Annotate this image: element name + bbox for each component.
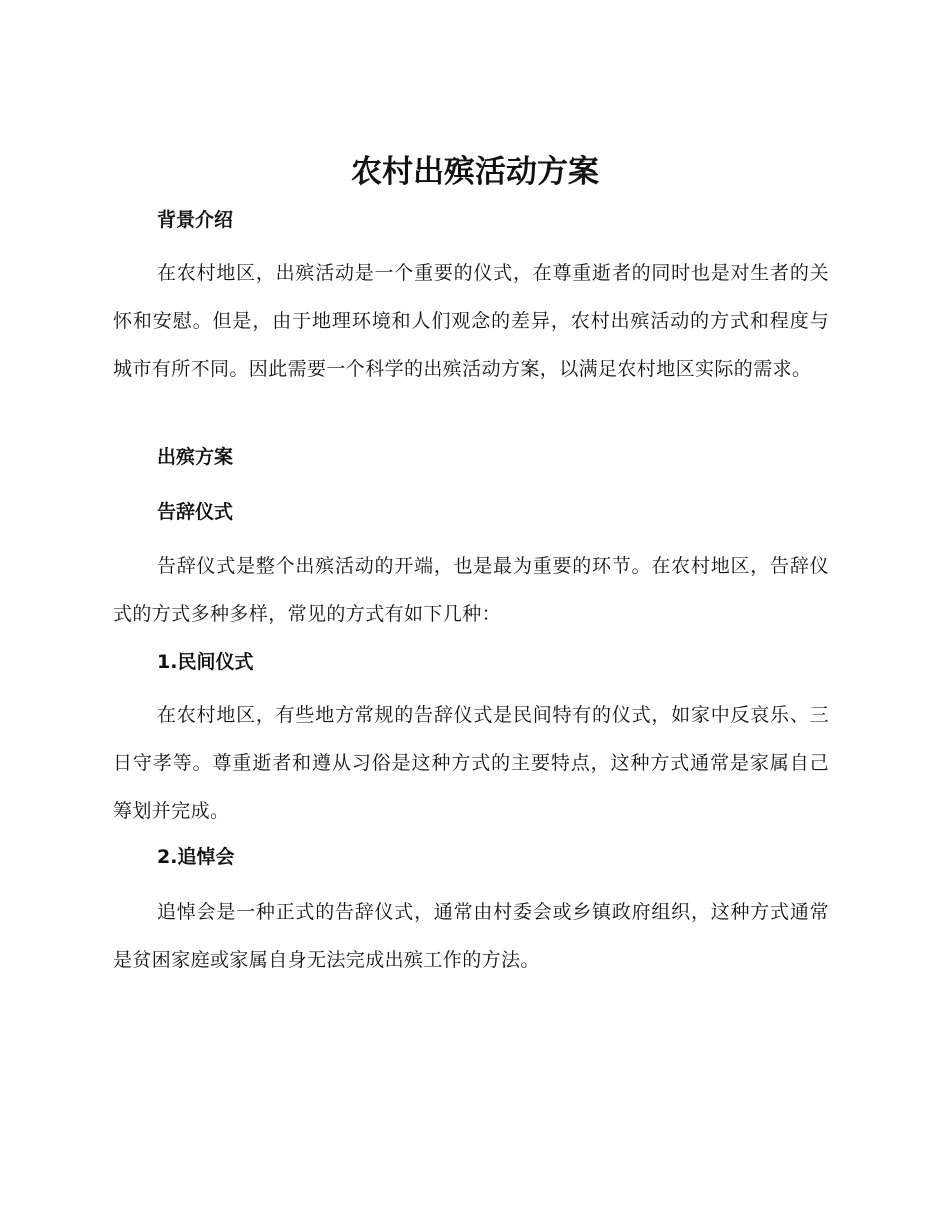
paragraph-memorial-service: 追悼会是一种正式的告辞仪式，通常由村委会或乡镇政府组织，这种方式通常是贫困家庭或家属自身无法完成出殡工作的方法。: [113, 901, 829, 971]
document-title: 农村出殡活动方案: [351, 154, 599, 190]
section-heading-funeral-plan: 出殡方案: [157, 446, 234, 468]
section-heading-farewell-ceremony: 告辞仪式: [157, 501, 234, 523]
section-heading-folk-ceremony: 1.民间仪式: [157, 651, 254, 673]
paragraph-folk-ceremony: 在农村地区，有些地方常规的告辞仪式是民间特有的仪式，如家中反哀乐、三日守孝等。尊重逝者和遵从习俗是这种方式的主要特点，这种方式通常是家属自己筹划并完成。: [113, 704, 829, 822]
paragraph-background: 在农村地区，出殡活动是一个重要的仪式，在尊重逝者的同时也是对生者的关怀和安慰。但是，由于地理环境和人们观念的差异，农村出殡活动的方式和程度与城市有所不同。因此需要一个科学的出殡活动方案，以满足农村地区实际的需求。: [113, 262, 829, 380]
paragraph-farewell-ceremony: 告辞仪式是整个出殡活动的开端，也是最为重要的环节。在农村地区，告辞仪式的方式多种多样，常见的方式有如下几种：: [113, 555, 829, 625]
section-heading-background: 背景介绍: [157, 209, 234, 231]
section-heading-memorial-service: 2.追悼会: [157, 846, 235, 868]
